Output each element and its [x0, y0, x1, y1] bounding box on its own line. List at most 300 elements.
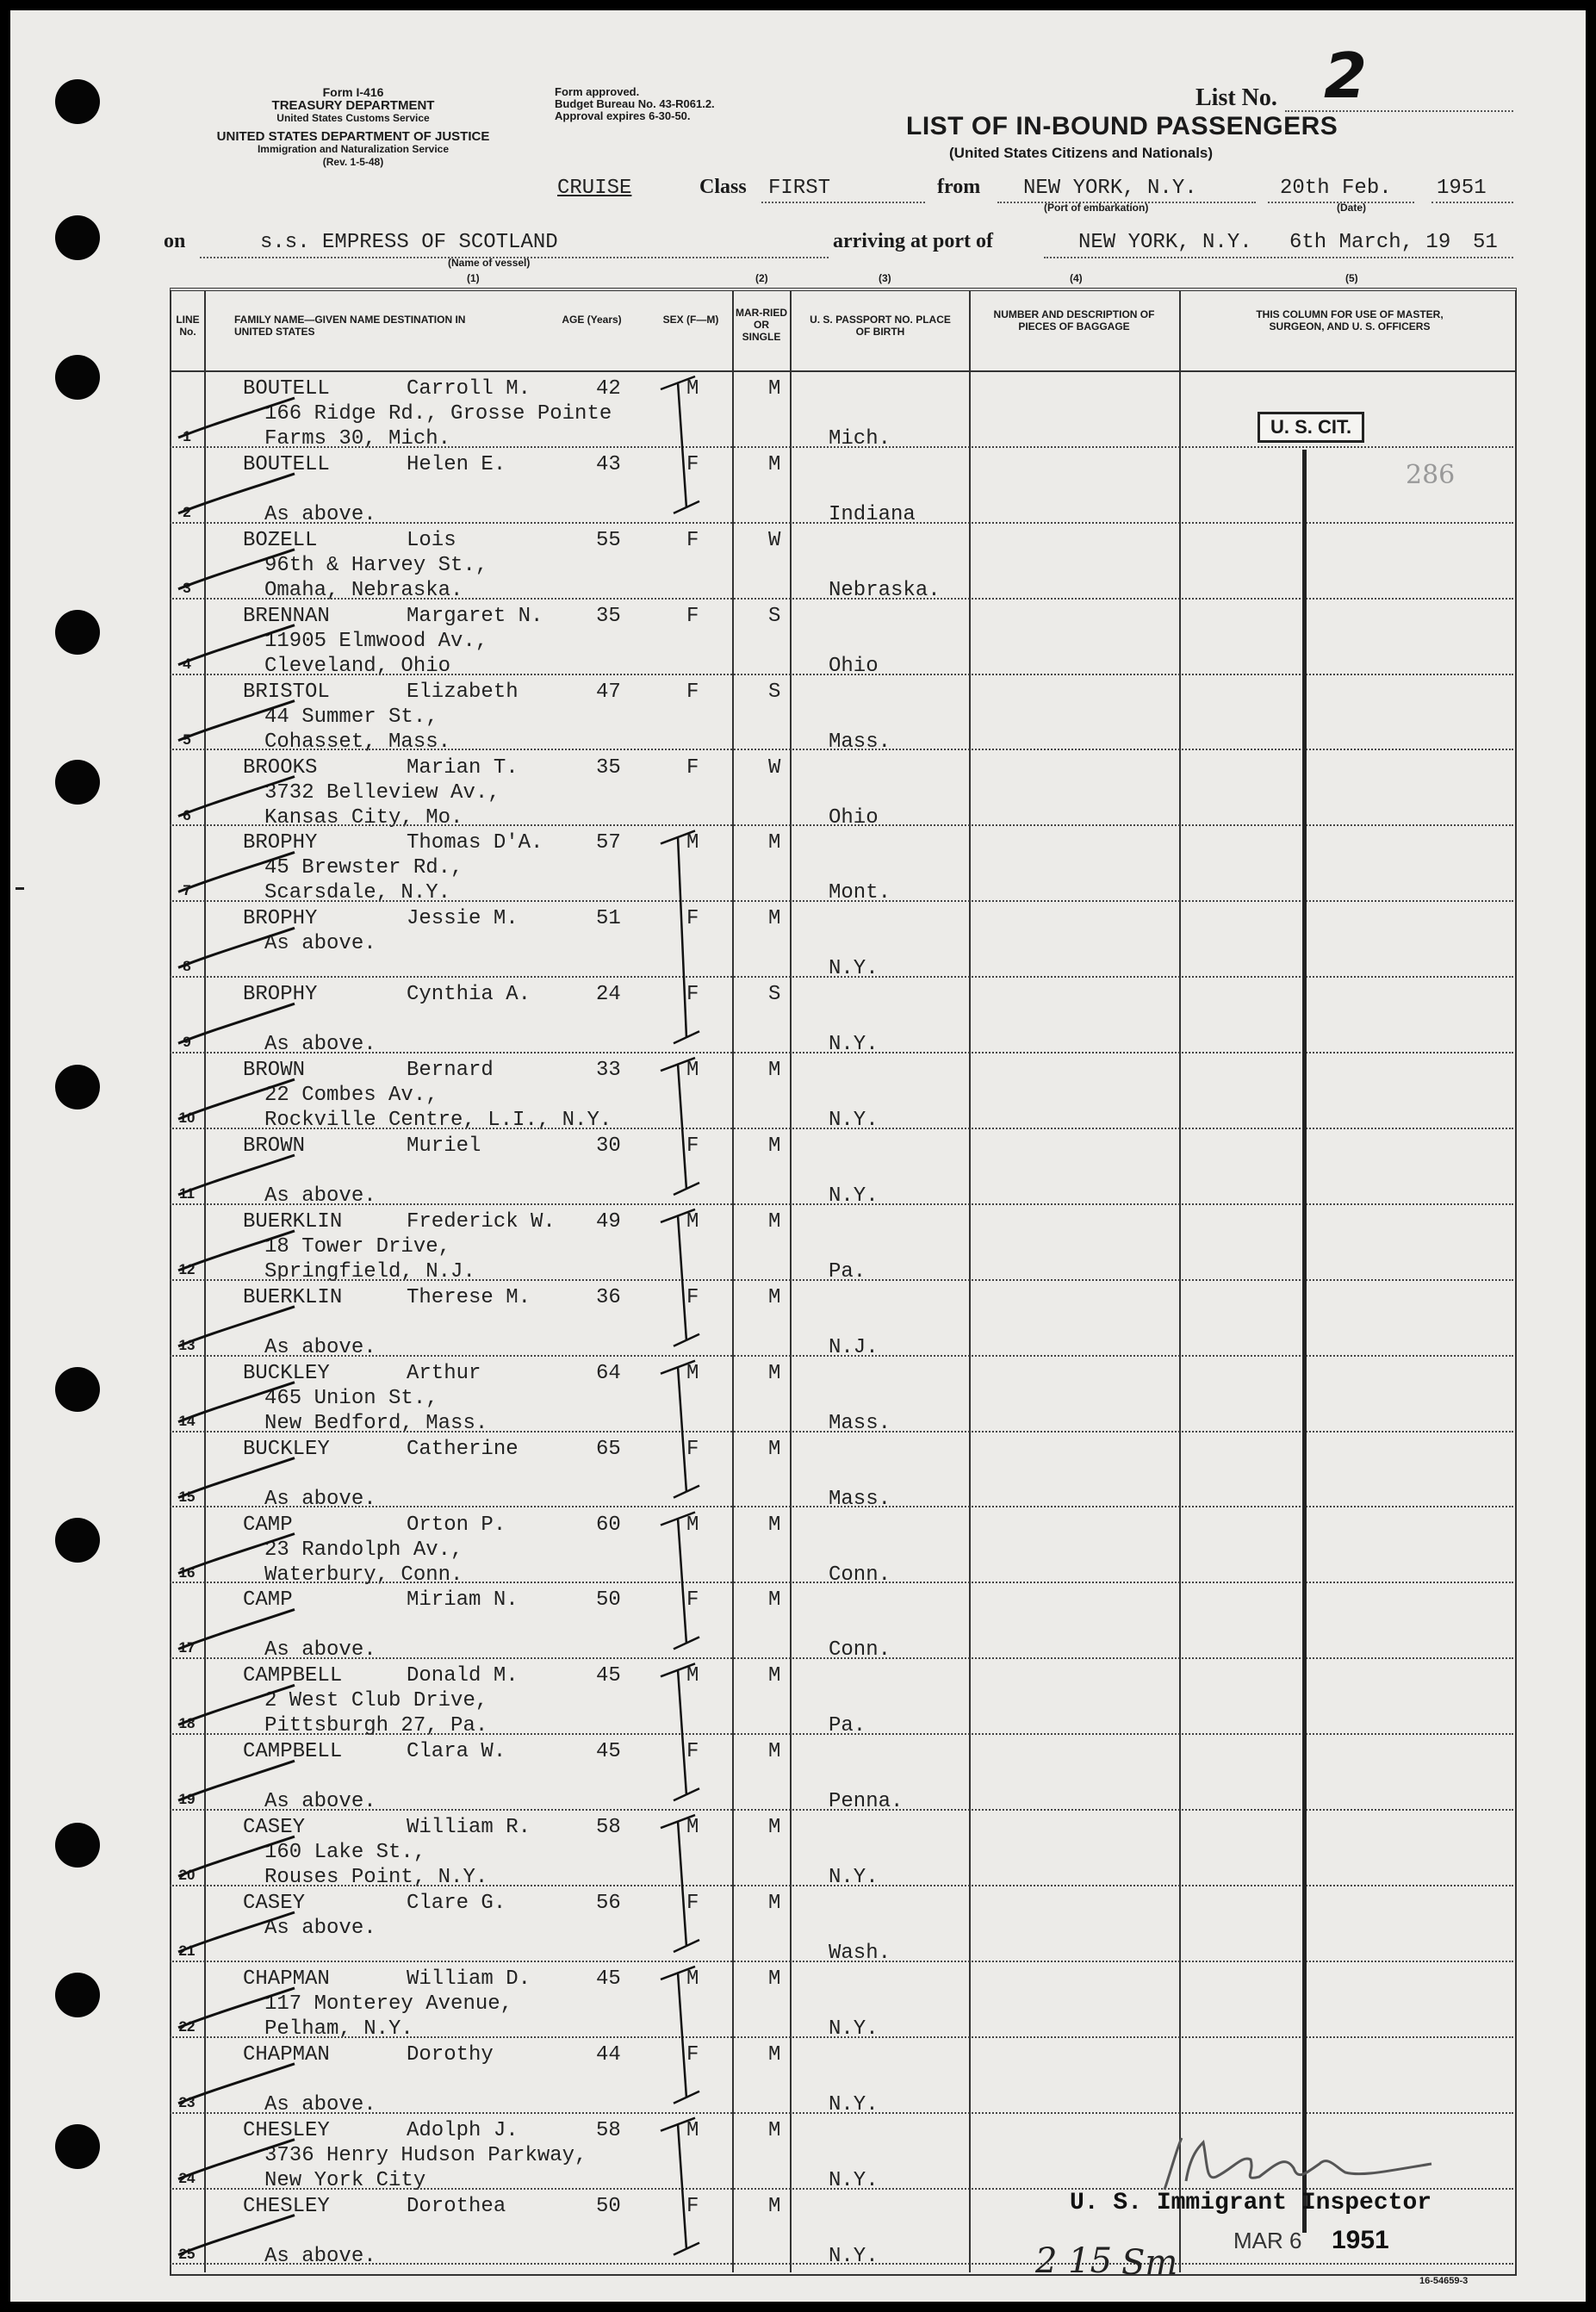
age: 36: [596, 1285, 621, 1309]
family-name: BOZELL: [243, 528, 318, 552]
family-name: CASEY: [243, 1892, 306, 1915]
address-line-2: Cleveland, Ohio: [264, 654, 451, 678]
age: 45: [596, 1967, 621, 1991]
tally-stroke: [178, 1079, 295, 1119]
line-number: 14: [178, 1412, 196, 1429]
address-line-2: Waterbury, Conn.: [264, 1563, 463, 1587]
family-bracket-mark: [661, 1663, 699, 1800]
family-name: CAMPBELL: [243, 1740, 343, 1764]
tally-stroke: [178, 1383, 295, 1422]
line-number: 25: [178, 2245, 196, 2262]
line-number: 18: [178, 1715, 196, 1732]
col-num-5: (5): [1345, 272, 1358, 284]
sex: F: [686, 755, 699, 780]
place-of-birth: N.Y.: [829, 2017, 879, 2041]
col-header-name: FAMILY NAME—GIVEN NAME DESTINATION IN UNITED STATES: [234, 314, 466, 338]
age: 57: [596, 831, 621, 855]
age: 51: [596, 907, 621, 931]
marital-status: W: [768, 755, 781, 780]
given-name: Cynthia A.: [407, 983, 531, 1007]
inspector-title: U. S. Immigrant Inspector: [1070, 2190, 1432, 2216]
line-number: 8: [183, 958, 191, 975]
tally-stroke: [178, 777, 295, 817]
cruise-label: CRUISE: [557, 177, 632, 200]
family-name: CHAPMAN: [243, 1967, 330, 1991]
address-line-2: As above.: [264, 1184, 376, 1208]
marital-status: M: [768, 1588, 781, 1613]
line-number: 7: [183, 882, 191, 899]
form-footer-code: 16-54659-3: [1419, 2276, 1469, 2286]
given-name: Carroll M.: [407, 377, 531, 401]
vessel-name: s.s. EMPRESS OF SCOTLAND: [260, 231, 558, 254]
date-caption: (Date): [1337, 202, 1367, 214]
address-line-2: Rouses Point, N.Y.: [264, 1866, 488, 1890]
col-num-2: (2): [755, 272, 768, 284]
age: 64: [596, 1361, 621, 1385]
inspector-stamp-date: MAR 6: [1233, 2228, 1302, 2253]
place-of-birth: Mass.: [829, 1411, 891, 1435]
sex: F: [686, 1740, 699, 1764]
arriving-label: arriving at port of: [833, 230, 993, 252]
address-line-2: As above.: [264, 1638, 376, 1663]
given-name: Marian T.: [407, 755, 519, 780]
manifest-page: [10, 10, 1586, 2302]
marital-status: M: [768, 907, 781, 931]
family-bracket-mark: [661, 1209, 699, 1346]
age: 58: [596, 2118, 621, 2142]
family-name: CHAPMAN: [243, 2042, 330, 2067]
tally-stroke: [178, 1837, 295, 1876]
tally-stroke: [178, 1685, 295, 1725]
line-number: 10: [178, 1109, 196, 1127]
marital-status: M: [768, 1967, 781, 1991]
family-name: BUERKLIN: [243, 1285, 343, 1309]
place-of-birth: Mich.: [829, 427, 891, 451]
address-line-1: 22 Combes Av.,: [264, 1084, 438, 1108]
place-of-birth: Nebraska.: [829, 578, 941, 602]
sex: F: [686, 1285, 699, 1309]
col-header-sex: SEX (F—M): [662, 314, 719, 326]
marital-status: M: [768, 1816, 781, 1840]
family-bracket-mark: [661, 1513, 699, 1650]
address-line-2: As above.: [264, 1335, 376, 1359]
address-line-1: 45 Brewster Rd.,: [264, 856, 463, 880]
class-label: Class: [699, 176, 747, 198]
place-of-birth: Conn.: [829, 1638, 891, 1663]
address-line-1: 11905 Elmwood Av.,: [264, 629, 488, 653]
sex: F: [686, 452, 699, 476]
sex: M: [686, 1664, 699, 1688]
sex: M: [686, 377, 699, 401]
line-number: 16: [178, 1563, 196, 1581]
tally-stroke: [178, 2140, 295, 2179]
line-number: 1: [183, 428, 191, 444]
on-label: on: [164, 230, 186, 252]
family-name: BOUTELL: [243, 452, 330, 476]
tally-stroke: [178, 550, 295, 589]
ins-service: Immigration and Naturalization Service: [257, 143, 450, 155]
line-number: 11: [179, 1185, 195, 1202]
address-line-2: Farms 30, Mich.: [264, 427, 451, 451]
tally-stroke: [178, 625, 295, 665]
age: 35: [596, 755, 621, 780]
sex: F: [686, 1437, 699, 1461]
sex: F: [686, 1588, 699, 1613]
sex: M: [686, 1209, 699, 1234]
marital-status: M: [768, 377, 781, 401]
vessel-caption: (Name of vessel): [448, 257, 531, 269]
family-name: BRISTOL: [243, 680, 330, 704]
given-name: Frederick W.: [407, 1209, 556, 1234]
tally-stroke: [178, 1534, 295, 1574]
sex: F: [686, 1134, 699, 1158]
sex: M: [686, 1361, 699, 1385]
age: 60: [596, 1513, 621, 1537]
marital-status: M: [768, 1134, 781, 1158]
address-line-1: As above.: [264, 932, 376, 956]
line-number: 6: [183, 806, 191, 823]
marital-status: M: [768, 1437, 781, 1461]
marital-status: S: [768, 680, 781, 704]
place-of-birth: Mass.: [829, 1487, 891, 1511]
address-line-2: As above.: [264, 1033, 376, 1057]
handwritten-mark: 2 15: [1035, 2241, 1113, 2281]
address-line-1: 117 Monterey Avenue,: [264, 1992, 513, 2016]
inspector-stamp-year: 1951: [1332, 2226, 1389, 2254]
page-subtitle: (United States Citizens and Nationals): [949, 145, 1214, 161]
age: 44: [596, 2042, 621, 2067]
tally-stroke: [178, 1004, 295, 1043]
address-line-2: Rockville Centre, L.I., N.Y.: [264, 1109, 612, 1133]
list-number-handwritten: 2: [1324, 40, 1368, 112]
address-line-1: 23 Randolph Av.,: [264, 1538, 463, 1562]
family-name: BROPHY: [243, 907, 318, 931]
address-line-2: Omaha, Nebraska.: [264, 578, 463, 602]
marital-status: M: [768, 831, 781, 855]
family-name: CAMPBELL: [243, 1664, 343, 1688]
given-name: Muriel: [407, 1134, 481, 1158]
address-line-2: Cohasset, Mass.: [264, 730, 451, 754]
address-line-1: As above.: [264, 1917, 376, 1940]
line-number: 13: [178, 1336, 196, 1353]
family-name: BROPHY: [243, 831, 318, 855]
family-bracket-mark: [661, 1058, 699, 1195]
family-bracket-mark: [661, 830, 699, 1043]
family-name: BOUTELL: [243, 377, 330, 401]
age: 30: [596, 1134, 621, 1158]
line-number: 17: [178, 1639, 196, 1656]
age: 47: [596, 680, 621, 704]
col-header-officers: THIS COLUMN FOR USE OF MASTER, SURGEON, AND U. S. OFFICERS: [1256, 308, 1444, 333]
age: 24: [596, 983, 621, 1007]
sex: F: [686, 604, 699, 628]
given-name: William D.: [407, 1967, 531, 1991]
stamp-number: 286: [1406, 460, 1456, 490]
tally-stroke: [178, 1609, 295, 1649]
address-line-1: 160 Lake St.,: [264, 1841, 426, 1865]
address-line-1: 465 Union St.,: [264, 1386, 438, 1410]
address-line-1: 3732 Belleview Av.,: [264, 780, 500, 805]
line-number: 5: [183, 730, 191, 748]
tally-stroke: [178, 1912, 295, 1952]
place-of-birth: Ohio: [829, 654, 879, 678]
col-header-age: AGE (Years): [562, 314, 622, 326]
col-num-1: (1): [467, 272, 480, 284]
given-name: Therese M.: [407, 1285, 531, 1309]
address-line-2: New York City: [264, 2168, 426, 2192]
tally-stroke: [178, 1761, 295, 1800]
place-of-birth: N.Y.: [829, 1184, 879, 1208]
line-number: 4: [183, 655, 191, 672]
col-num-4: (4): [1070, 272, 1083, 284]
check-marks-layer: [10, 10, 1586, 2302]
line-number: 12: [178, 1260, 196, 1277]
address-line-2: Pittsburgh 27, Pa.: [264, 1714, 488, 1738]
tally-stroke: [178, 701, 295, 741]
given-name: Dorothy: [407, 2042, 494, 2067]
sex: M: [686, 2118, 699, 2142]
family-bracket-mark: [661, 1815, 699, 1952]
class-value: FIRST: [768, 177, 831, 200]
line-number: 2: [183, 503, 191, 520]
arrival-port: NEW YORK, N.Y.: [1078, 231, 1252, 254]
place-of-birth: Wash.: [829, 1942, 891, 1965]
line-number: 23: [178, 2093, 196, 2110]
address-line-2: As above.: [264, 2092, 376, 2116]
marital-status: M: [768, 1361, 781, 1385]
place-of-birth: N.Y.: [829, 2092, 879, 2116]
marital-status: M: [768, 1892, 781, 1915]
sex: F: [686, 528, 699, 552]
page-title: LIST OF IN-BOUND PASSENGERS: [906, 112, 1338, 140]
line-number: 19: [178, 1791, 196, 1808]
sex: M: [686, 1816, 699, 1840]
address-line-1: 3736 Henry Hudson Parkway,: [264, 2143, 587, 2167]
sex: F: [686, 983, 699, 1007]
sex: F: [686, 1892, 699, 1915]
handwritten-initials: Sm: [1121, 2243, 1178, 2283]
sex: M: [686, 1059, 699, 1083]
age: 55: [596, 528, 621, 552]
address-line-1: 18 Tower Drive,: [264, 1234, 451, 1259]
given-name: Clara W.: [407, 1740, 506, 1764]
form-number: Form I-416: [322, 85, 384, 99]
marital-status: M: [768, 1285, 781, 1309]
col-header-baggage: NUMBER AND DESCRIPTION OF PIECES OF BAGGAGE: [993, 308, 1155, 333]
address-line-2: Springfield, N.J.: [264, 1259, 475, 1283]
departure-year: 1951: [1437, 177, 1487, 200]
address-line-2: Pelham, N.Y.: [264, 2017, 413, 2041]
place-of-birth: N.Y.: [829, 2244, 879, 2268]
marital-status: M: [768, 2118, 781, 2142]
family-name: CAMP: [243, 1513, 293, 1537]
list-no-label: List No.: [1195, 84, 1277, 111]
col-num-3: (3): [879, 272, 891, 284]
age: 45: [596, 1740, 621, 1764]
tally-stroke: [178, 1155, 295, 1195]
family-name: BUCKLEY: [243, 1437, 330, 1461]
place-of-birth: N.Y.: [829, 957, 879, 981]
family-name: BROOKS: [243, 755, 318, 780]
age: 42: [596, 377, 621, 401]
place-of-birth: Pa.: [829, 1259, 866, 1283]
marital-status: M: [768, 1664, 781, 1688]
age: 50: [596, 1588, 621, 1613]
line-number: 9: [183, 1034, 191, 1051]
family-name: CASEY: [243, 1816, 306, 1840]
given-name: Clare G.: [407, 1892, 506, 1915]
tally-stroke: [178, 1988, 295, 2028]
address-line-2: As above.: [264, 502, 376, 526]
marital-status: M: [768, 1059, 781, 1083]
sex: M: [686, 1513, 699, 1537]
address-line-2: As above.: [264, 2244, 376, 2268]
line-number: 21: [178, 1942, 196, 1959]
arrival-date: 6th March, 19: [1289, 231, 1451, 254]
address-line-2: As above.: [264, 1790, 376, 1814]
sex: F: [686, 2194, 699, 2218]
approval-line: Approval expires 6-30-50.: [555, 109, 691, 122]
given-name: Margaret N.: [407, 604, 543, 628]
place-of-birth: Indiana: [829, 502, 916, 526]
age: 33: [596, 1059, 621, 1083]
approval-line: Budget Bureau No. 43-R061.2.: [555, 97, 715, 110]
place-of-birth: Conn.: [829, 1563, 891, 1587]
tally-stroke: [178, 1307, 295, 1346]
place-of-birth: N.Y.: [829, 2168, 879, 2192]
place-of-birth: N.J.: [829, 1335, 879, 1359]
address-line-1: 2 West Club Drive,: [264, 1689, 488, 1713]
approval-line: Form approved.: [555, 85, 640, 98]
col-header-married: MAR-RIED OR SINGLE: [736, 307, 787, 343]
given-name: Orton P.: [407, 1513, 506, 1537]
line-number: 24: [178, 2169, 196, 2186]
address-line-1: 166 Ridge Rd., Grosse Pointe: [264, 402, 612, 426]
age: 50: [596, 2194, 621, 2218]
tally-stroke: [178, 2216, 295, 2255]
family-name: BROWN: [243, 1059, 306, 1083]
given-name: Jessie M.: [407, 907, 519, 931]
line-number: 22: [178, 2017, 196, 2035]
address-line-2: Kansas City, Mo.: [264, 805, 463, 830]
treasury-dept: TREASURY DEPARTMENT: [271, 98, 435, 113]
given-name: Helen E.: [407, 452, 506, 476]
arrival-year: 51: [1473, 231, 1498, 254]
family-name: CHESLEY: [243, 2194, 330, 2218]
given-name: Lois: [407, 528, 456, 552]
sex: F: [686, 680, 699, 704]
marital-status: S: [768, 604, 781, 628]
tally-stroke: [178, 1458, 295, 1498]
place-of-birth: Pa.: [829, 1714, 866, 1738]
age: 65: [596, 1437, 621, 1461]
place-of-birth: N.Y.: [829, 1866, 879, 1890]
embarkation-port: NEW YORK, N.Y.: [1023, 177, 1197, 200]
sex: F: [686, 2042, 699, 2067]
place-of-birth: Mass.: [829, 730, 891, 754]
col-header-line: LINE No.: [176, 314, 200, 338]
customs-service: United States Customs Service: [276, 112, 430, 124]
given-name: Dorothea: [407, 2194, 506, 2218]
marital-status: M: [768, 2194, 781, 2218]
marital-status: M: [768, 1513, 781, 1537]
age: 45: [596, 1664, 621, 1688]
family-bracket-mark: [661, 1967, 699, 2104]
age: 56: [596, 1892, 621, 1915]
address-line-2: Scarsdale, N.Y.: [264, 881, 451, 905]
sex: M: [686, 1967, 699, 1991]
address-line-2: As above.: [264, 1487, 376, 1511]
age: 43: [596, 452, 621, 476]
tally-stroke: [178, 1231, 295, 1271]
sex: F: [686, 907, 699, 931]
place-of-birth: Ohio: [829, 805, 879, 830]
given-name: Thomas D'A.: [407, 831, 543, 855]
from-label: from: [937, 176, 981, 198]
embarkation-caption: (Port of embarkation): [1044, 202, 1149, 214]
age: 35: [596, 604, 621, 628]
given-name: William R.: [407, 1816, 531, 1840]
tally-stroke: [178, 928, 295, 967]
place-of-birth: N.Y.: [829, 1033, 879, 1057]
given-name: Bernard: [407, 1059, 494, 1083]
marital-status: S: [768, 983, 781, 1007]
family-name: BUERKLIN: [243, 1209, 343, 1234]
sex: M: [686, 831, 699, 855]
age: 58: [596, 1816, 621, 1840]
tally-stroke: [178, 474, 295, 513]
family-name: BUCKLEY: [243, 1361, 330, 1385]
family-name: CHESLEY: [243, 2118, 330, 2142]
family-name: BROWN: [243, 1134, 306, 1158]
line-number: 15: [178, 1488, 196, 1505]
col-header-passport: U. S. PASSPORT NO. PLACE OF BIRTH: [810, 314, 951, 338]
address-line-2: New Bedford, Mass.: [264, 1411, 488, 1435]
given-name: Catherine: [407, 1437, 519, 1461]
place-of-birth: Mont.: [829, 881, 891, 905]
family-bracket-mark: [661, 1361, 699, 1498]
marital-status: W: [768, 528, 781, 552]
form-revision: (Rev. 1-5-48): [322, 156, 384, 168]
family-bracket-mark: [661, 2118, 699, 2255]
given-name: Arthur: [407, 1361, 481, 1385]
given-name: Donald M.: [407, 1664, 519, 1688]
given-name: Miriam N.: [407, 1588, 519, 1613]
address-line-1: 44 Summer St.,: [264, 705, 438, 729]
departure-date: 20th Feb.: [1280, 177, 1392, 200]
address-line-1: 96th & Harvey St.,: [264, 553, 488, 577]
place-of-birth: Penna.: [829, 1790, 904, 1814]
given-name: Elizabeth: [407, 680, 519, 704]
age: 49: [596, 1209, 621, 1234]
tally-stroke: [178, 852, 295, 892]
line-number: 3: [183, 579, 191, 596]
place-of-birth: N.Y.: [829, 1109, 879, 1133]
justice-dept: UNITED STATES DEPARTMENT OF JUSTICE: [216, 129, 490, 144]
marital-status: M: [768, 2042, 781, 2067]
tally-stroke: [178, 398, 295, 438]
tally-stroke: [178, 2064, 295, 2104]
marital-status: M: [768, 1209, 781, 1234]
family-bracket-mark: [661, 376, 699, 513]
marital-status: M: [768, 452, 781, 476]
given-name: Adolph J.: [407, 2118, 519, 2142]
marital-status: M: [768, 1740, 781, 1764]
line-number: 20: [178, 1867, 196, 1884]
family-name: BRENNAN: [243, 604, 330, 628]
us-citizen-stamp: U. S. CIT.: [1258, 412, 1364, 443]
family-name: BROPHY: [243, 983, 318, 1007]
